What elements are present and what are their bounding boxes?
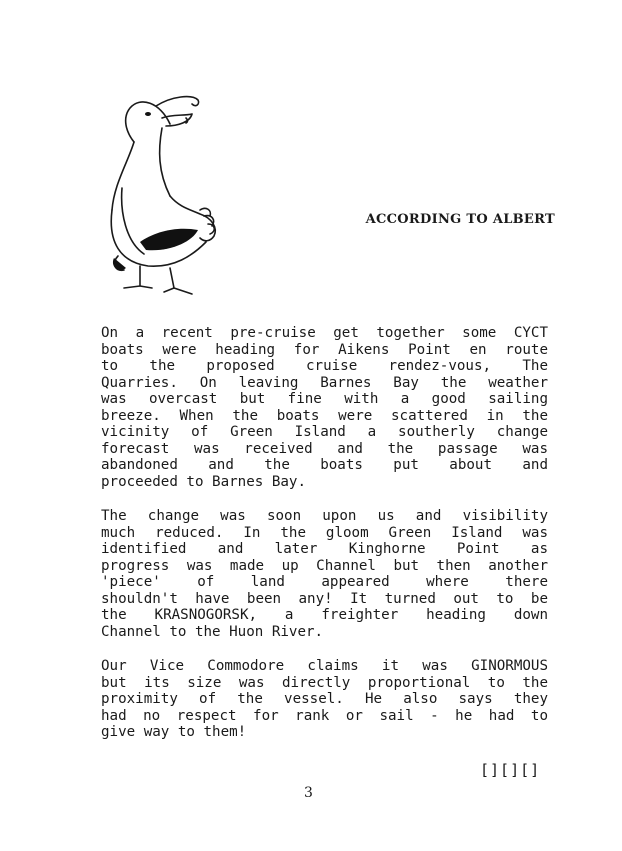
text-line: to the proposed cruise rendez-vous, The xyxy=(101,358,548,374)
text-line: proceeded to Barnes Bay. xyxy=(101,473,306,490)
albatross-illustration xyxy=(100,92,218,302)
text-line: On a recent pre-cruise get together some CYCT xyxy=(101,325,548,341)
text-line: vicinity of Green Island a southerly change xyxy=(101,424,548,440)
text-line: give way to them! xyxy=(101,724,247,740)
text-line: boats were heading for Aikens Point en route xyxy=(101,341,548,358)
text-line: Our Vice Commodore claims it was GINORMOUS xyxy=(101,658,548,674)
text-line: Quarries. On leaving Barnes Bay the weather xyxy=(101,374,548,391)
text-line: had no respect for rank or sail - he had to xyxy=(101,707,548,724)
end-mark: [][][] xyxy=(480,761,541,779)
text-line: identified and later Kinghorne Point as xyxy=(101,541,548,557)
text-line: Channel to the Huon River. xyxy=(101,623,324,640)
text-line: breeze. When the boats were scattered in the xyxy=(101,407,548,424)
text-line: proximity of the vessel. He also says they xyxy=(101,691,548,707)
text-line: progress was made up Channel but then another xyxy=(101,557,548,574)
page-number: 3 xyxy=(304,785,313,801)
paragraph-1 xyxy=(101,325,548,490)
text-line: abandoned and the boats put about and xyxy=(101,457,548,473)
text-line: was overcast but fine with a good sailing xyxy=(101,391,548,407)
text-line: the KRASNOGORSK, a freighter heading down xyxy=(101,607,548,623)
text-line: The change was soon upon us and visibility xyxy=(101,508,548,524)
text-line: forecast was received and the passage was xyxy=(101,440,548,457)
text-line: 'piece' of land appeared where there xyxy=(101,574,548,590)
text-line: but its size was directly proportional to the xyxy=(101,674,548,691)
article-heading: ACCORDING TO ALBERT xyxy=(365,212,555,227)
text-line: shouldn't have been any! It turned out to be xyxy=(101,590,548,607)
text-line: much reduced. In the gloom Green Island was xyxy=(101,524,548,541)
paragraph-3 xyxy=(101,658,548,741)
paragraph-2 xyxy=(101,508,548,640)
